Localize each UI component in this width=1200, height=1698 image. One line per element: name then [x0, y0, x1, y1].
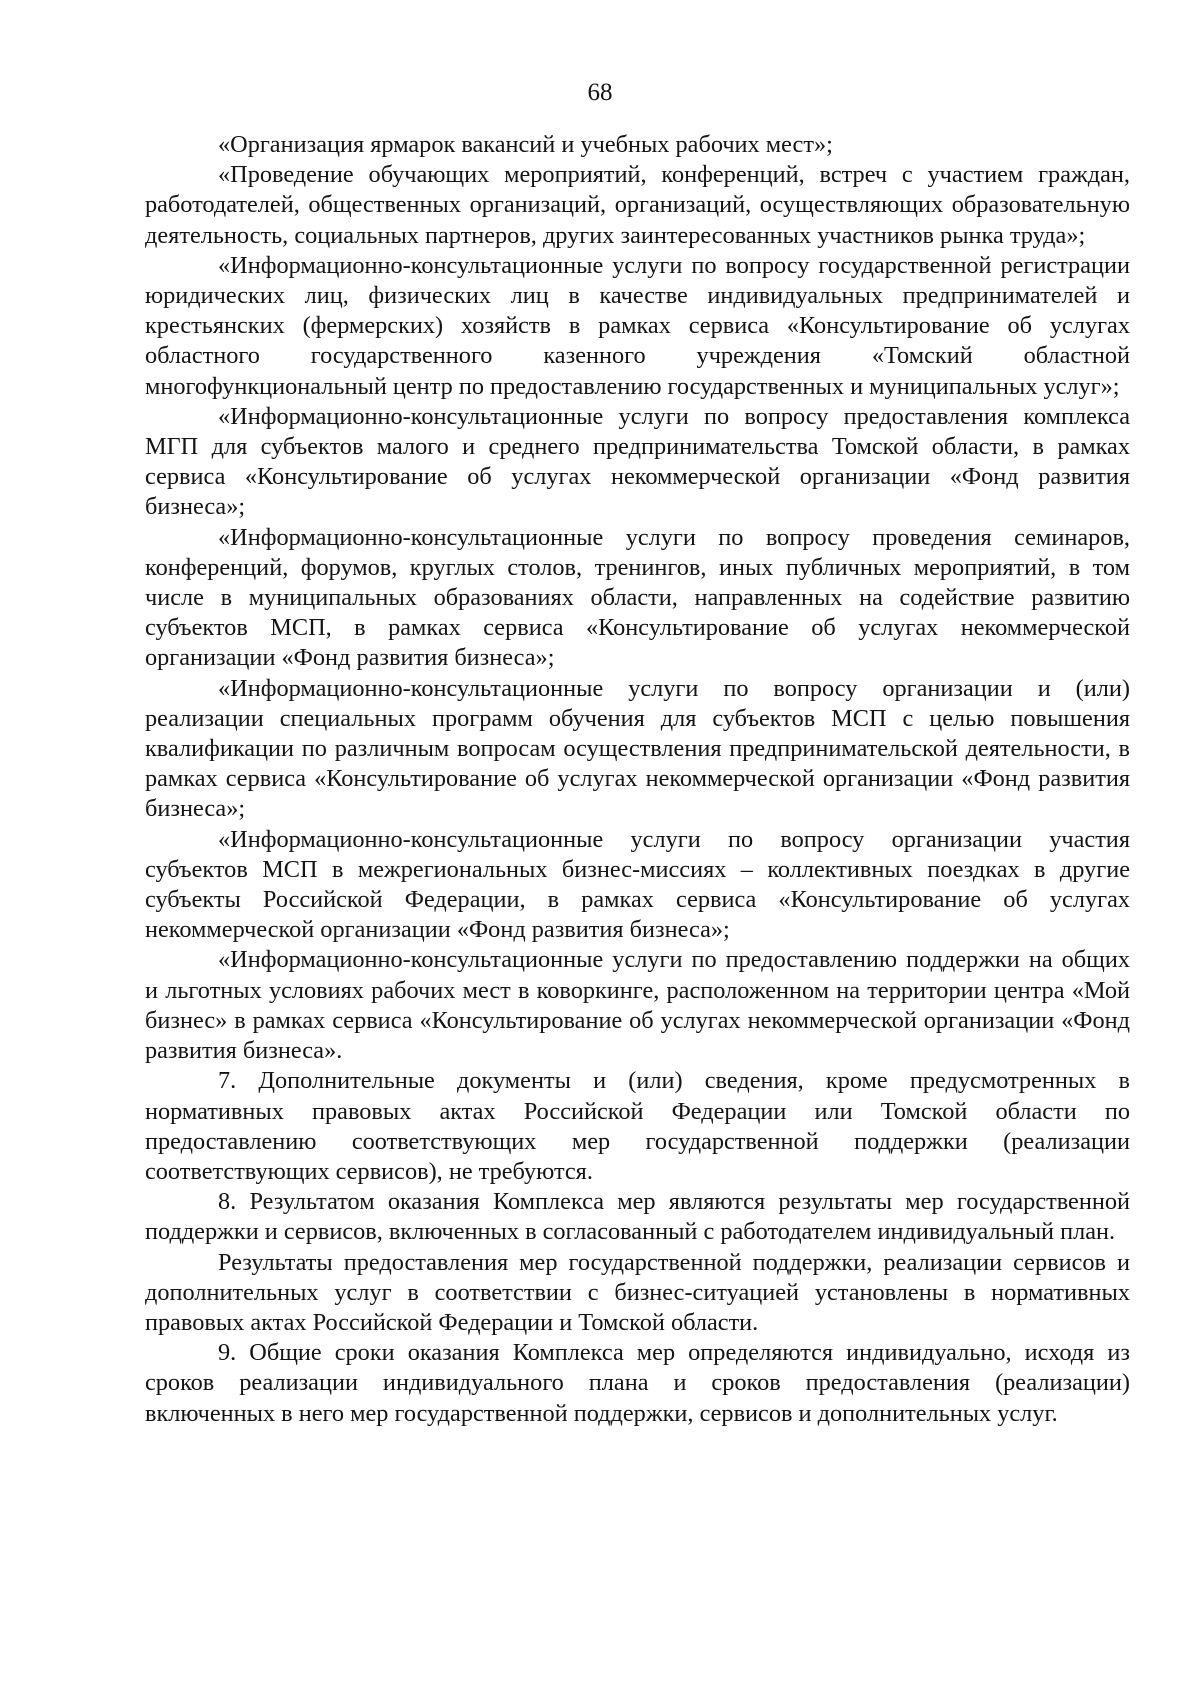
paragraph-mgp-consulting: «Информационно-консультационные услуги по вопросу предоставления комплекса МГП для субъектов малого и среднего предпринимательства Томской области, в рамках сервиса «Консультирование об услугах некоммерческой организации «Фонд развития бизнеса»;: [145, 402, 1130, 521]
document-body: [145, 130, 1130, 1429]
paragraph-coworking-consulting: «Информационно-консультационные услуги по предоставлению поддержки на общих и льготных условиях рабочих мест в коворкинге, расположенном на территории центра «Мой бизнес» в рамках сервиса «Консультирование об услугах некоммерческой организации «Фонд развития бизнеса».: [145, 946, 1130, 1065]
paragraph-item-8: 8. Результатом оказания Комплекса мер являются результаты мер государственной поддержки и сервисов, включенных в согласованный с работодателем индивидуальный план.: [145, 1188, 1130, 1246]
paragraph-item-7: 7. Дополнительные документы и (или) сведения, кроме предусмотренных в нормативных правовых актах Российской Федерации или Томской области по предоставлению соответствующих мер государственной поддержки (реализации соответствующих сервисов), не требуются.: [145, 1067, 1130, 1185]
page-number: 68: [587, 79, 613, 106]
paragraph-results: Результаты предоставления мер государственной поддержки, реализации сервисов и дополнительных услуг в соответствии с бизнес-ситуацией установлены в нормативных правовых актах Российской Федерации и Томской области.: [145, 1248, 1130, 1336]
paragraph-training-programs-consulting: «Информационно-консультационные услуги по вопросу организации и (или) реализации специальных программ обучения для субъектов МСП с целью повышения квалификации по различным вопросам осуществления предпринимательской деятельности, в рамках сервиса «Консультирование об услугах некоммерческой организации «Фонд развития бизнеса»;: [145, 674, 1130, 823]
paragraph-item-9: 9. Общие сроки оказания Комплекса мер определяются индивидуально, исходя из сроков реализации индивидуального плана и сроков предоставления (реализации) включенных в него мер государственной поддержки, сервисов и дополнительных услуг.: [145, 1339, 1130, 1427]
paragraph-job-fairs: «Организация ярмарок вакансий и учебных рабочих мест»;: [218, 131, 833, 158]
paragraph-business-missions-consulting: «Информационно-консультационные услуги по вопросу организации участия субъектов МСП в межрегиональных бизнес-миссиях – коллективных поездках в другие субъекты Российской Федерации, в рамках сервиса «Консультирование об услугах некоммерческой организации «Фонд развития бизнеса»;: [145, 825, 1130, 944]
paragraph-registration-consulting: «Информационно-консультационные услуги по вопросу государственной регистрации юридических лиц, физических лиц в качестве индивидуальных предпринимателей и крестьянских (фермерских) хозяйств в рамках сервиса «Консультирование об услугах областного государственного казенного учреждения «Томский областной многофункциональный центр по предоставлению государственных и муниципальных услуг»;: [145, 251, 1130, 400]
paragraph-seminars-consulting: «Информационно-консультационные услуги по вопросу проведения семинаров, конференций, форумов, круглых столов, тренингов, иных публичных мероприятий, в том числе в муниципальных образованиях области, направленных на содействие развитию субъектов МСП, в рамках сервиса «Консультирование об услугах некоммерческой организации «Фонд развития бизнеса»;: [145, 523, 1130, 672]
paragraph-training-events: «Проведение обучающих мероприятий, конференций, встреч с участием граждан, работодателей, общественных организаций, организаций, осуществляющих образовательную деятельность, социальных партнеров, других заинтересованных участников рынка труда»;: [145, 161, 1130, 249]
